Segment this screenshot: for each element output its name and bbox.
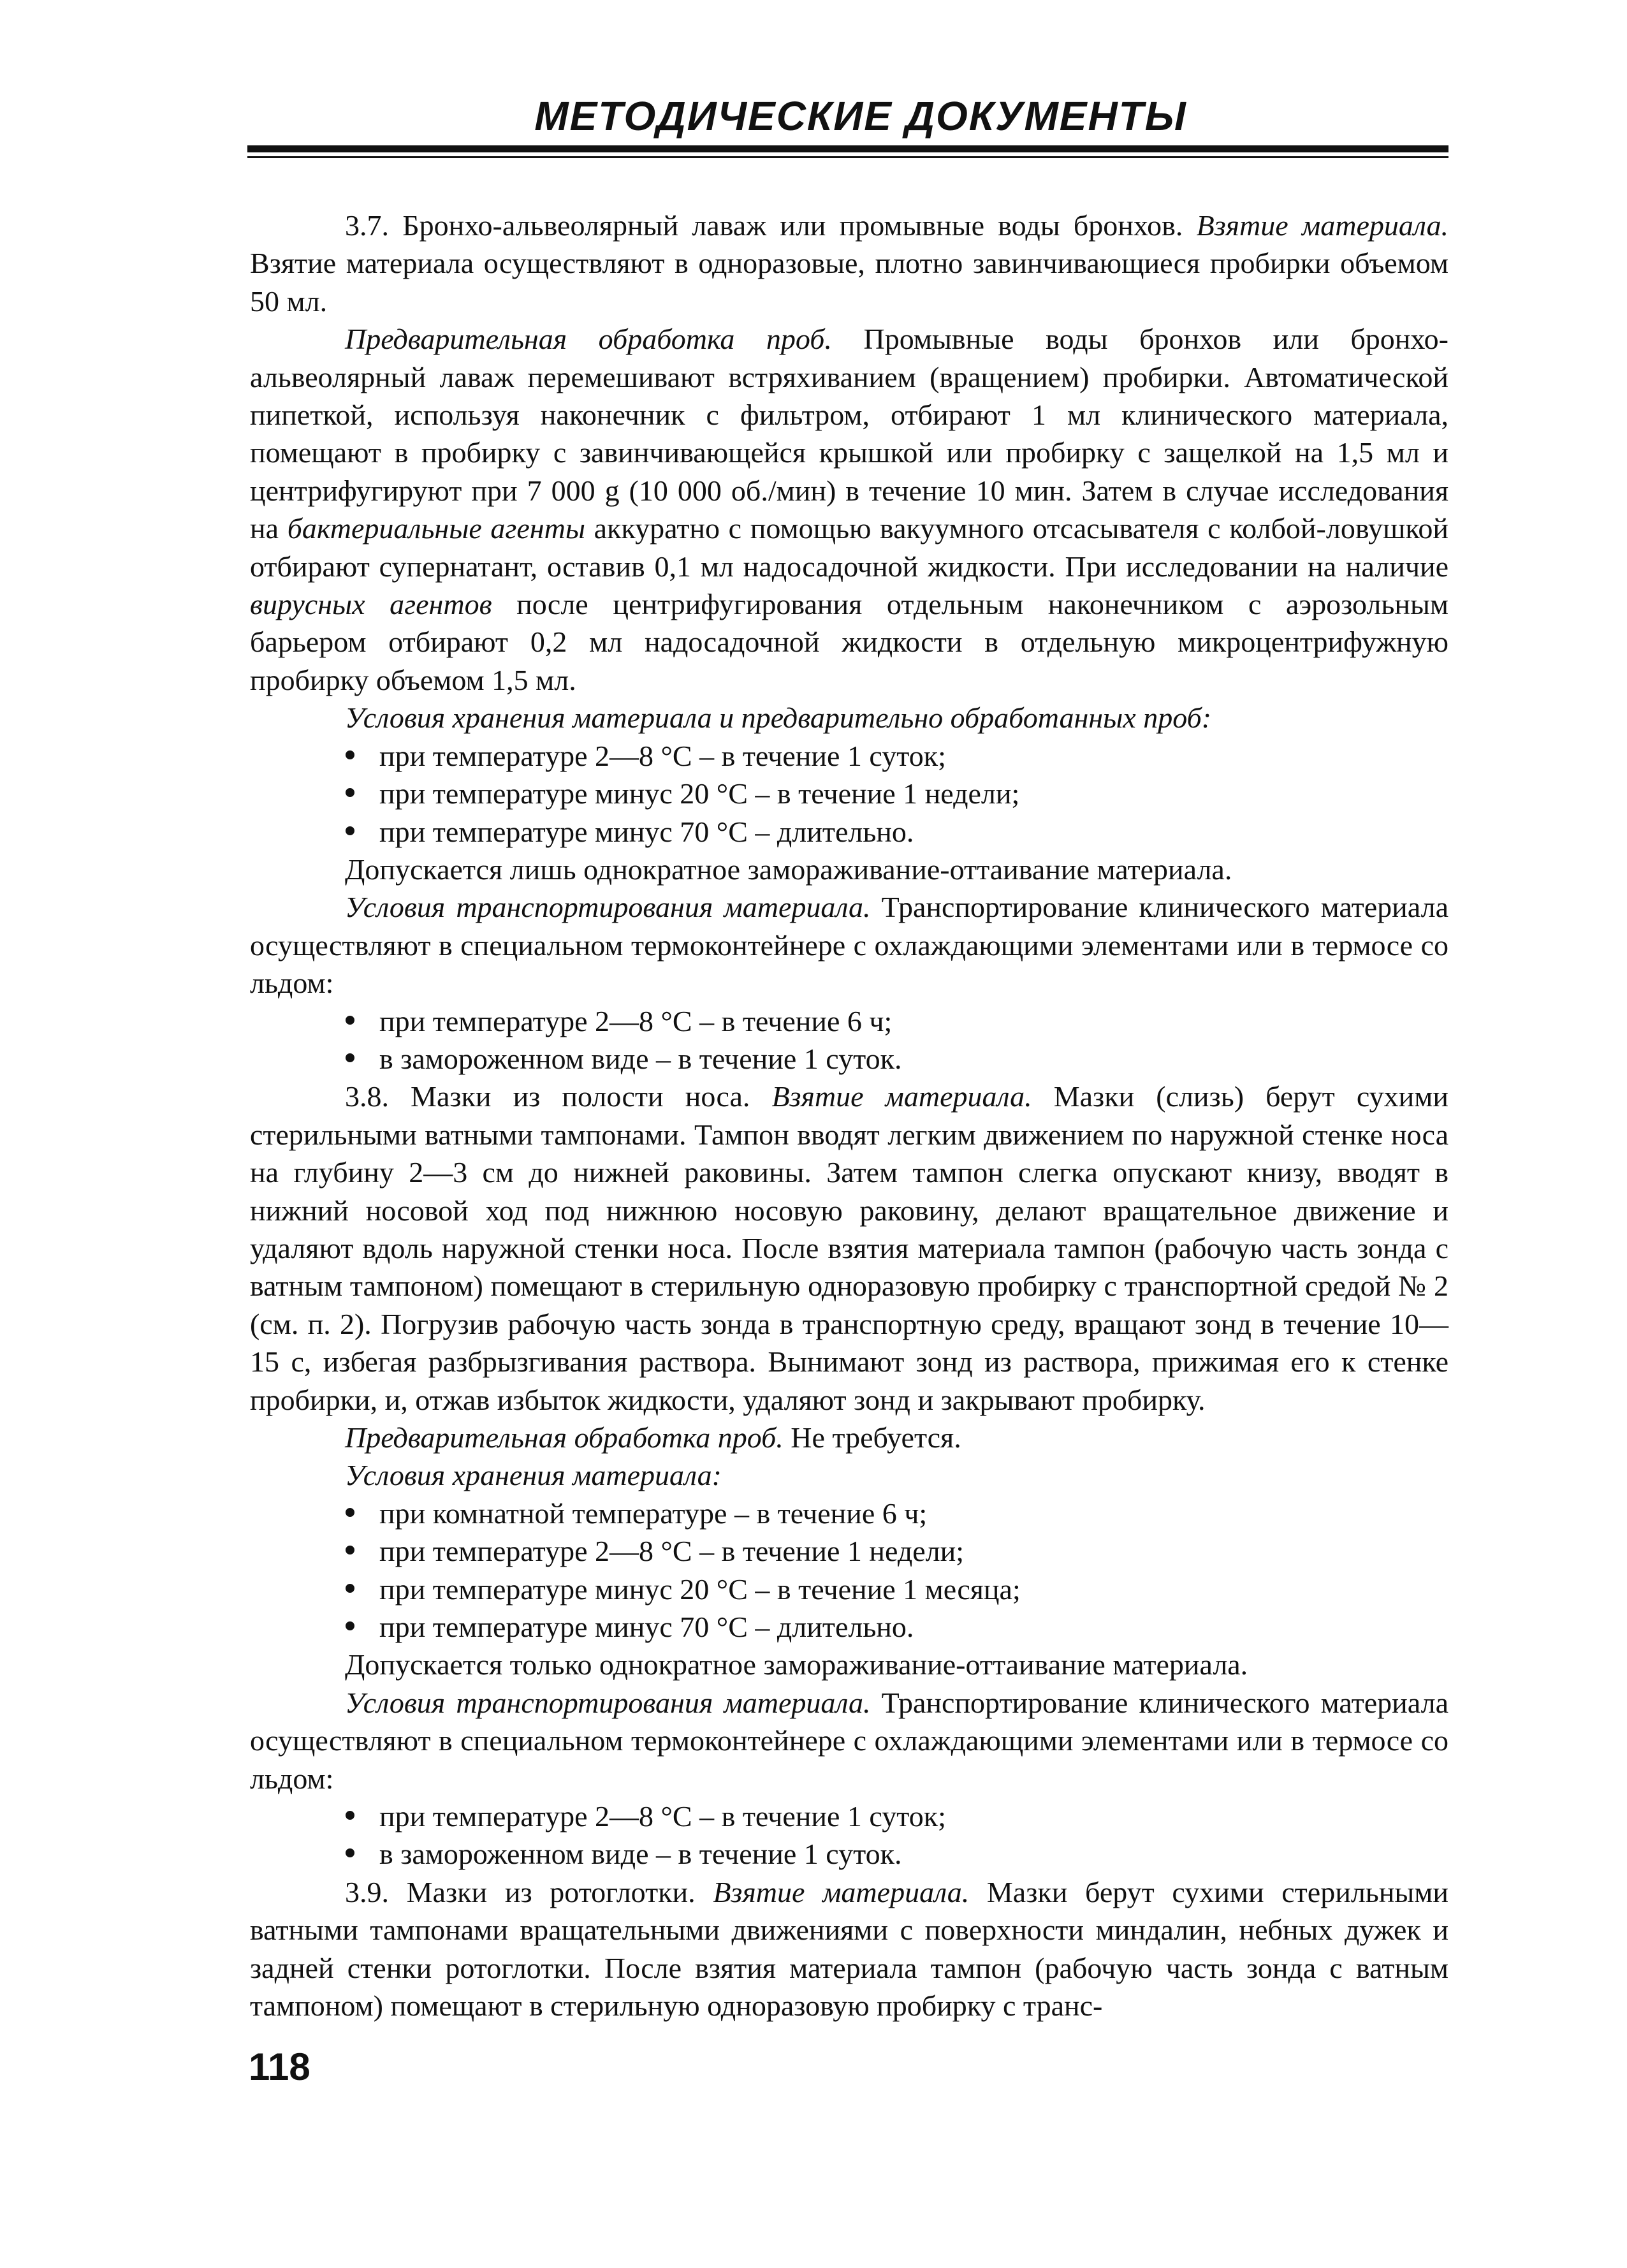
list-item: при температуре минус 70 °С – длительно. xyxy=(250,813,1448,851)
bullet-icon xyxy=(346,788,354,797)
list-item: при температуре 2—8 °С – в течение 1 недели; xyxy=(250,1532,1448,1570)
paragraph-3-9: 3.9. Мазки из ротоглотки. Взятие материала. Мазки берут сухими стерильными ватными тампонами вращательными движениями с поверхности миндалин, небных дужек и задней стенки ротоглотки. После взятия материала тампон (рабочую часть зонда с ватным тампоном) помещают в стерильную одноразовую пробирку с транс- xyxy=(250,1875,1449,2023)
paragraph-3-7: 3.7. Бронхо-альвеолярный лаваж или промывные воды бронхов. Взятие материала. Взятие материала осуществляют в одноразовые, плотно завинчивающиеся пробирки объемом 50 мл. xyxy=(250,209,1449,318)
page-number: 118 xyxy=(249,2045,310,2088)
list-item: при температуре 2—8 °С – в течение 1 суток; xyxy=(250,1797,1448,1835)
freeze-note: Допускается лишь однократное замораживание-оттаивание материала. xyxy=(345,852,1232,886)
storage-heading: Условия хранения материала и предварительно обработанных проб: xyxy=(345,701,1212,735)
bullet-icon xyxy=(346,1621,354,1630)
bullet-icon xyxy=(346,1811,354,1820)
bullet-icon xyxy=(346,750,354,759)
bullet-icon xyxy=(346,826,354,835)
list-item: при температуре минус 20 °С – в течение 1 месяца; xyxy=(250,1570,1448,1608)
paragraph-3-8: 3.8. Мазки из полости носа. Взятие материала. Мазки (слизь) берут сухими стерильными ватными тампонами. Тампон вводят легким движением по наружной стенке носа на глубину 2—3 см до нижней раковины. Затем тампон слегка опускают книзу, вводят в нижний носовой ход под нижнюю носовую раковину, делают вращательное движение и удаляют вдоль наружной стенки носа. После взятия материала тампон (рабочую часть зонда с ватным тампоном) помещают в стерильную одноразовую пробирку с транспортной средой № 2 (см. п. 2). Погрузив рабочую часть зонда в транспортную среду, вращают зонд в течение 10—15 с, избегая разбрызгивания раствора. Вынимают зонд из раствора, прижимая его к стенке пробирки, и, отжав избыток жидкости, удаляют зонд и закрывают пробирку. xyxy=(250,1080,1448,1416)
body-text xyxy=(250,207,1448,2025)
bullet-icon xyxy=(346,1508,354,1517)
list-item: при температуре 2—8 °С – в течение 6 ч; xyxy=(250,1002,1448,1040)
running-header xyxy=(247,93,1448,158)
transport-paragraph: Условия транспортирования материала. Транспортирование клинического материала осуществляют в специальном термоконтейнере с охлаждающими элементами или в термосе со льдом: xyxy=(250,891,1448,1000)
transport-list xyxy=(250,1002,1448,1078)
freeze-note: Допускается только однократное замораживание-оттаивание материала. xyxy=(345,1648,1248,1681)
list-item: в замороженном виде – в течение 1 суток. xyxy=(250,1040,1448,1078)
list-item: при температуре минус 70 °С – длительно. xyxy=(250,1608,1448,1646)
bullet-icon xyxy=(346,1848,354,1857)
header-rule xyxy=(247,145,1448,152)
paragraph-pretreatment: Предварительная обработка проб. Не требуется. xyxy=(345,1421,961,1454)
storage-list xyxy=(250,737,1448,851)
list-item: при комнатной температуре – в течение 6 ч; xyxy=(250,1495,1448,1532)
bullet-icon xyxy=(346,1546,354,1555)
bullet-icon xyxy=(346,1584,354,1593)
list-item: в замороженном виде – в течение 1 суток. xyxy=(250,1835,1448,1873)
header-title: МЕТОДИЧЕСКИЕ ДОКУМЕНТЫ xyxy=(534,93,1187,139)
storage-heading: Условия хранения материала: xyxy=(345,1459,722,1492)
transport-list xyxy=(250,1797,1448,1873)
list-item: при температуре минус 20 °С – в течение 1 недели; xyxy=(250,775,1448,812)
list-item: при температуре 2—8 °С – в течение 1 суток; xyxy=(250,737,1448,775)
paragraph-pretreatment: Предварительная обработка проб. Промывные воды бронхов или бронхо-альвеолярный лаваж перемешивают встряхиванием (вращением) пробирки. Автоматической пипеткой, используя наконечник с фильтром, отбирают 1 мл клинического материала, помещают в пробирку с завинчивающейся крышкой или пробирку с защелкой на 1,5 мл и центрифугируют при 7 000 g (10 000 об./мин) в течение 10 мин. Затем в случае исследования на бактериальные агенты аккуратно с помощью вакуумного отсасывателя с колбой-ловушкой отбирают супернатант, оставив 0,1 мл надосадочной жидкости. При исследовании на наличие вирусных агентов после центрифугирования отдельным наконечником с аэрозольным барьером отбирают 0,2 мл надосадочной жидкости в отдельную микроцентрифужную пробирку объемом 1,5 мл. xyxy=(250,323,1449,696)
bullet-icon xyxy=(346,1016,354,1025)
storage-list xyxy=(250,1495,1448,1646)
header-rule-thin xyxy=(247,156,1448,158)
transport-paragraph: Условия транспортирования материала. Транспортирование клинического материала осуществляют в специальном термоконтейнере с охлаждающими элементами или в термосе со льдом: xyxy=(250,1686,1448,1795)
bullet-icon xyxy=(346,1053,354,1062)
